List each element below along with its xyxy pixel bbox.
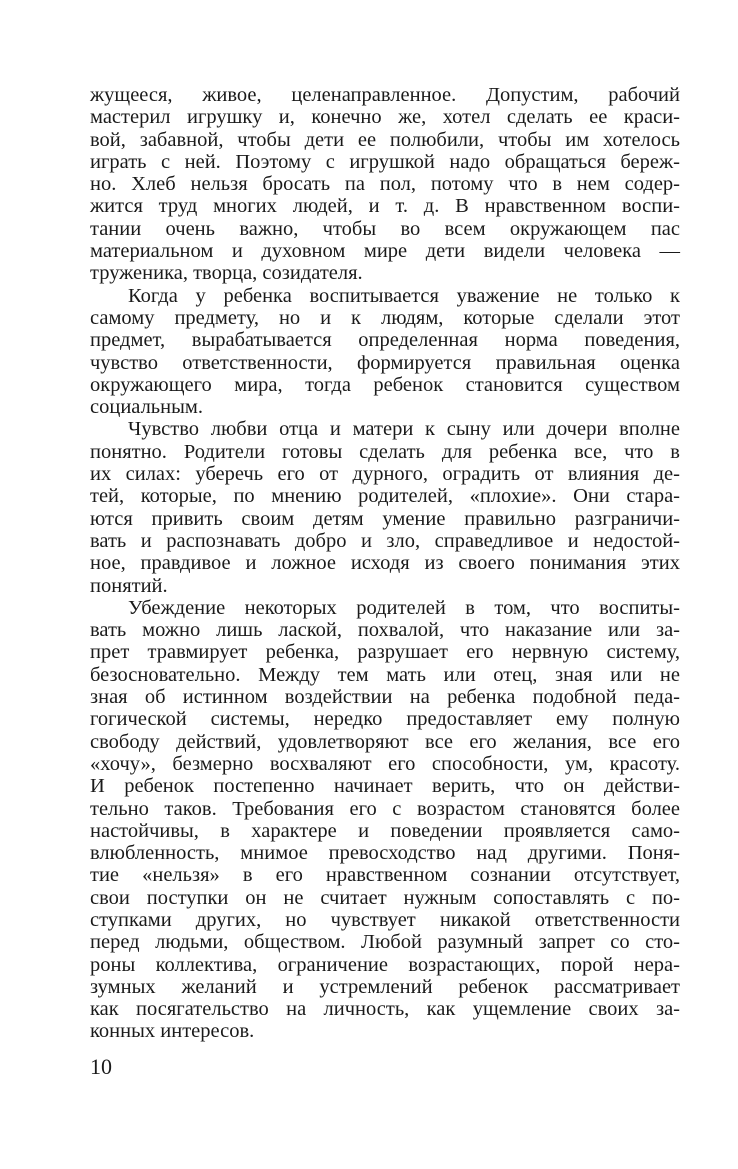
text-line: настойчивы, в характере и поведении проявляется само- xyxy=(90,819,680,842)
text-line: мастерил игрушку и, конечно же, хотел сделать ее краси- xyxy=(90,106,680,129)
text-line: окружающего мира, тогда ребенок становится существом xyxy=(90,373,680,396)
text-line: ются привить своим детям умение правильно разграничи- xyxy=(90,507,680,530)
text-line: прет травмирует ребенка, разрушает его нервную систему, xyxy=(90,641,680,664)
text-line: тие «нельзя» в его нравственном сознании отсутствует, xyxy=(90,864,680,887)
text-line: конных интересов. xyxy=(90,1020,255,1043)
text-line: свои поступки он не считает нужным сопоставлять с по- xyxy=(90,886,680,909)
text-line: тей, которые, по мнению родителей, «плохие». Они стара- xyxy=(90,485,680,508)
text-line: свободу действий, удовлетворяют все его желания, все его xyxy=(90,730,680,753)
text-line: жущееся, живое, целенаправленное. Допустим, рабочий xyxy=(90,84,680,106)
text-line: Чувство любви отца и матери к сыну или дочери вполне xyxy=(128,418,680,441)
text-line: Убеждение некоторых родителей в том, что воспиты- xyxy=(128,596,680,619)
text-line: гогической системы, нередко предоставляет ему полную xyxy=(90,708,680,731)
text-line: но. Хлеб нельзя бросать па пол, потому что в нем содер- xyxy=(90,173,680,196)
text-line: тельно таков. Требования его с возрастом становятся более xyxy=(90,797,680,820)
page-number: 10 xyxy=(90,1054,112,1079)
text-line: их силах: уберечь его от дурного, оградить от влияния де- xyxy=(90,463,680,486)
paragraph xyxy=(90,285,680,419)
text-line: роны коллектива, ограничение возрастающих, порой нера- xyxy=(90,953,680,976)
text-line: вать и распознавать добро и зло, справедливое и недостой- xyxy=(90,529,680,552)
text-line: материальном и духовном мире дети видели человека — xyxy=(90,240,680,263)
text-line: влюбленность, мнимое превосходство над другими. Поня- xyxy=(90,842,680,865)
text-line: безосновательно. Между тем мать или отец, зная или не xyxy=(90,663,680,686)
text-line: И ребенок постепенно начинает верить, что он действи- xyxy=(90,775,680,798)
text-line: ступками других, но чувствует никакой ответственности xyxy=(90,908,680,931)
text-line: играть с ней. Поэтому с игрушкой надо обращаться береж- xyxy=(90,150,680,173)
text-line: Когда у ребенка воспитывается уважение не только к xyxy=(128,284,680,307)
text-line: как посягательство на личность, как ущемление своих за- xyxy=(90,998,680,1021)
text-line: перед людьми, обществом. Любой разумный запрет со сто- xyxy=(90,931,680,954)
paragraph xyxy=(90,84,680,285)
text-line: зная об истинном воздействии на ребенка подобной педа- xyxy=(90,686,680,709)
text-line: ное, правдивое и ложное исходя из своего понимания этих xyxy=(90,552,680,575)
text-line: вать можно лишь лаской, похвалой, что наказание или за- xyxy=(90,619,680,642)
text-line: чувство ответственности, формируется правильная оценка xyxy=(90,351,680,374)
text-line: социальным. xyxy=(90,396,203,419)
text-line: жится труд многих людей, и т. д. В нравственном воспи- xyxy=(90,195,680,218)
text-line: тании очень важно, чтобы во всем окружающем пас xyxy=(90,217,680,240)
paragraph xyxy=(90,597,680,1043)
text-line: «хочу», безмерно восхваляют его способности, ум, красоту. xyxy=(90,752,680,775)
body-text xyxy=(90,84,680,1043)
text-line: понятий. xyxy=(90,574,168,597)
text-line: труженика, творца, созидателя. xyxy=(90,262,363,285)
text-line: вой, забавной, чтобы дети ее полюбили, чтобы им хотелось xyxy=(90,128,680,151)
text-line: понятно. Родители готовы сделать для ребенка все, что в xyxy=(90,440,680,463)
paragraph xyxy=(90,418,680,596)
text-line: самому предмету, но и к людям, которые сделали этот xyxy=(90,306,680,329)
text-line: зумных желаний и устремлений ребенок рассматривает xyxy=(90,975,680,998)
text-line: предмет, вырабатывается определенная норма поведения, xyxy=(90,329,680,352)
